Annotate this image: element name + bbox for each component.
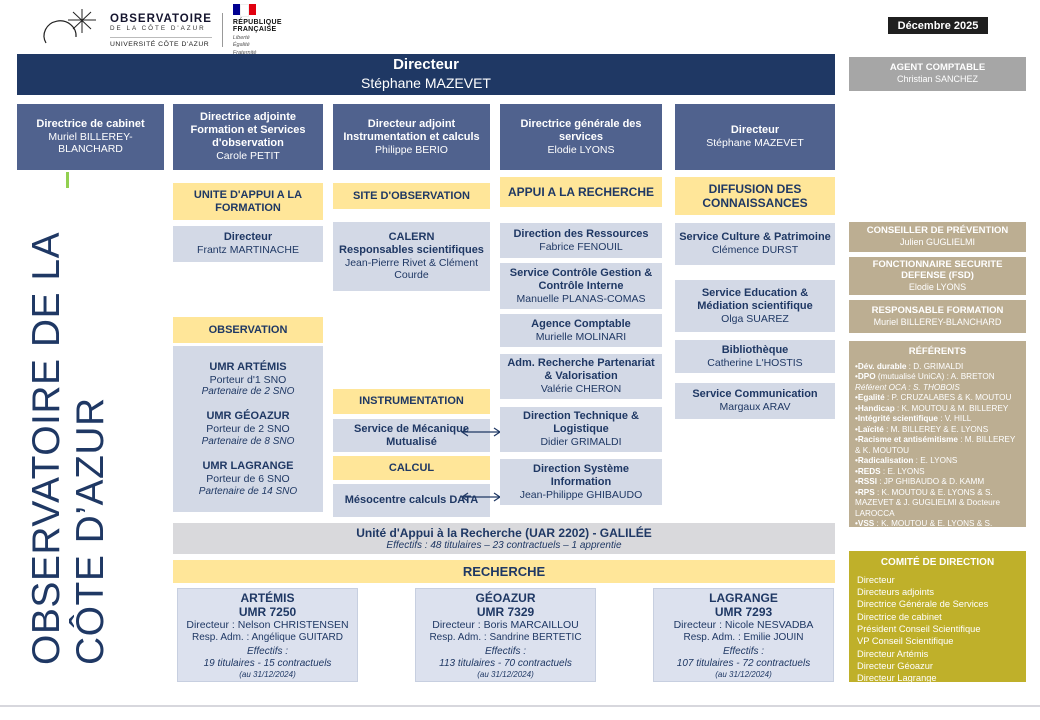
lab-effectifs: 107 titulaires - 72 contractuels [676,657,811,669]
comite-member: Directeur Lagrange [857,673,937,684]
vertical-title-line2: CÔTE D’AZUR [68,397,112,665]
observation-umr-box [173,346,323,512]
referent-item: •Egalité : P. CRUZALABES & K. MOUTOU [855,393,1012,403]
lab-box-lagrange [653,588,834,682]
service-box-bibliotheque [675,340,835,373]
referent-item: •REDS : E. LYONS [855,466,925,476]
calern-box [333,222,490,291]
comite-member: Directrice Générale de Services [857,599,989,610]
double-arrow-icon [458,491,504,503]
umr-porteur: Porteur d'1 SNO [209,373,287,386]
service-name: Margaux ARAV [719,401,791,414]
section-header-site-observation: SITE D'OBSERVATION [333,183,490,209]
section-header-instrumentation: INSTRUMENTATION [333,389,490,414]
service-box-agence-comptable [500,314,662,347]
lab-effectifs-date: (au 31/12/2024) [239,669,296,679]
deputy-title: Directrice générale des services [520,117,642,143]
comite-member: Directeur Géoazur [857,661,933,672]
sidebar-name: Muriel BILLEREY-BLANCHARD [873,316,1002,327]
referent-item: •Racisme et antisémitisme : M. BILLEREY & K. MOUTOU [855,435,1016,455]
fsd-box [849,257,1026,295]
formation-director-box [173,226,323,262]
deputy-title: Directeur [730,124,780,137]
referent-item: •RPS : K. MOUTOU & E. LYONS & S. MAZEVET & J. GUGLIELMI & Docteure LAROCCA [855,487,1000,518]
service-title: Service Communication [692,388,818,401]
service-title: Agence Comptable [531,317,631,330]
service-box-direction-technique [500,407,662,452]
calern-name: CALERN [388,231,435,244]
lab-effectifs: 113 titulaires - 70 contractuels [439,657,572,669]
service-name: Valérie CHERON [540,383,622,396]
deputy-title: Directrice adjointe Formation et Services d'observation [190,111,306,150]
deputy-box-formation [173,104,323,170]
umr-partenaire: Partenaire de 14 SNO [198,485,298,497]
deputy-title: Directeur adjoint Instrumentation et calculs [343,117,480,143]
service-title: Direction Système Information [533,462,629,488]
lab-effectifs-label: Effectifs : [722,645,765,657]
comite-title: COMITÉ DE DIRECTION [880,557,995,568]
comite-member: Directeurs adjoints [857,586,934,597]
section-header-calcul: CALCUL [333,456,490,480]
lab-umr: UMR 7293 [714,605,773,620]
calern-people: Jean-Pierre Rivet & Clément Courde [344,257,479,282]
lab-box-artemis [177,588,358,682]
deputy-name: Carole PETIT [216,150,280,163]
section-header-unite-appui-formation: UNITE D'APPUI A LA FORMATION [173,183,323,220]
conseiller-prevention-box [849,222,1026,252]
lab-directeur: Directeur : Nelson CHRISTENSEN [186,619,349,632]
sidebar-name: Julien GUGLIELMI [899,237,976,248]
deputy-name: Elodie LYONS [547,143,615,156]
lab-box-geoazur [415,588,596,682]
referents-box [849,341,1026,539]
galilee-title: Unité d'Appui à la Recherche (UAR 2202) - GALILÉE [356,525,652,540]
deputy-box-instrumentation [333,104,490,170]
calern-subtitle: Responsables scientifiques [339,244,484,257]
service-box-direction-si [500,459,662,505]
service-box-direction-ressources [500,223,662,258]
lab-effectifs-label: Effectifs : [484,645,527,657]
service-mecanique-box: Service de Mécanique Mutualisé [333,419,490,452]
vertical-title-line1: OBSERVATOIRE DE LA [25,231,68,665]
service-box-communication [675,383,835,419]
sidebar-title: FONCTIONNAIRE SECURITE DEFENSE (FSD) [872,258,1003,282]
responsable-formation-box [849,300,1026,333]
service-box-controle-gestion [500,263,662,309]
section-header-observation: OBSERVATION [173,317,323,343]
rf-motto2: Égalité [232,42,250,49]
logo-divider [222,13,223,47]
lab-name: LAGRANGE [709,591,778,605]
page-bottom-rule [0,705,1040,707]
deputy-title: Directrice de cabinet [36,118,145,131]
service-box-adm-recherche [500,354,662,399]
section-header-appui-recherche: APPUI A LA RECHERCHE [500,177,662,207]
service-name: Olga SUAREZ [721,312,789,325]
referent-item: Référent OCA : S. THOBOIS [855,382,960,392]
umr-entry [199,460,297,497]
french-flag-icon [233,4,256,17]
logo-org-sub: DE LA CÔTE D'AZUR [110,24,206,32]
box-title: Directeur [223,231,273,244]
service-title: Service Contrôle Gestion & Contrôle Interne [509,266,653,292]
comite-member: Directeur Artémis [857,648,929,659]
umr-name: UMR LAGRANGE [202,460,294,473]
comite-direction-box [849,551,1026,696]
galilee-box [173,523,835,554]
logo-org-name: OBSERVATOIRE [110,12,212,25]
sidebar-title: RESPONSABLE FORMATION [871,304,1004,316]
referent-item: •Dév. durable : D. GRIMALDI [855,361,964,371]
oca-logo [38,4,282,57]
service-name: Clémence DURST [711,244,799,257]
lab-effectifs-date: (au 31/12/2024) [477,669,534,679]
lab-resp-adm: Resp. Adm. : Sandrine BERTETIC [429,631,582,643]
deputy-name: Stéphane MAZEVET [706,137,804,150]
director-title: Directeur [393,56,459,74]
referent-item: •RSSI : JP GHIBAUDO & D. KAMM [855,477,985,487]
service-name: Catherine L'HOSTIS [707,356,803,369]
referent-item: •Radicalisation : E. LYONS [855,456,958,466]
umr-partenaire: Partenaire de 8 SNO [201,435,295,447]
service-box-education-mediation [675,280,835,332]
umr-entry [202,410,295,447]
section-header-diffusion: DIFFUSION DES CONNAISSANCES [675,177,835,215]
box-name: Frantz MARTINACHE [197,244,299,257]
deputy-box-cabinet [17,104,164,170]
lab-resp-adm: Resp. Adm. : Angélique GUITARD [192,631,343,643]
green-connector-line [66,172,69,188]
service-name: Jean-Philippe GHIBAUDO [519,488,643,501]
umr-entry [202,361,295,398]
galilee-effectifs: Effectifs : 48 titulaires – 23 contractuels – 1 apprentie [386,539,622,551]
director-name: Stéphane MAZEVET [361,75,491,92]
umr-name: UMR GÉOAZUR [206,410,290,423]
umr-name: UMR ARTÉMIS [209,360,287,373]
lab-directeur: Directeur : Nicole NESVADBA [673,619,814,632]
umr-porteur: Porteur de 2 SNO [206,423,290,436]
rf-line1: RÉPUBLIQUE [232,19,282,26]
service-title: Adm. Recherche Partenariat & Valorisation [507,357,655,383]
lab-name: GÉOAZUR [475,591,536,605]
agent-comptable-name: Christian SANCHEZ [896,74,979,85]
director-bar [17,54,835,95]
service-title: Direction des Ressources [513,227,649,240]
lab-effectifs: 19 titulaires - 15 contractuels [203,657,332,669]
comite-member: Directeur Unité Appui Formation [857,685,990,696]
service-name: Fabrice FENOUIL [539,240,623,253]
comite-member: Directeur [857,574,895,585]
umr-partenaire: Partenaire de 2 SNO [201,385,295,397]
deputy-box-directeur [675,104,835,170]
service-title: Service Culture & Patrimoine [679,231,831,244]
deputy-name: Muriel BILLEREY-BLANCHARD [48,131,133,156]
comite-member: VP Conseil Scientifique [857,636,954,647]
oca-star-logo-icon [38,7,100,53]
date-badge: Décembre 2025 [888,17,988,34]
lab-effectifs-label: Effectifs : [246,645,289,657]
lab-effectifs-date: (au 31/12/2024) [715,669,772,679]
republique-francaise-logo [233,4,282,57]
lab-directeur: Directeur : Boris MARCAILLOU [432,619,579,632]
service-title: Bibliothèque [721,343,789,356]
service-box-culture-patrimoine [675,223,835,265]
oca-logo-text [110,13,212,48]
referents-title: RÉFÉRENTS [908,346,967,357]
service-name: Murielle MOLINARI [535,330,627,343]
referent-item: •VSS : K. MOUTOU & E. LYONS & S. MAZEVET [855,519,993,539]
mesocentre-box: Mésocentre calculs DATA [333,484,490,517]
agent-comptable-box [849,57,1026,91]
lab-name: ARTÉMIS [240,591,295,605]
service-title: Service Education & Médiation scientifique [697,286,813,312]
rf-motto1: Liberté [232,34,250,41]
agent-comptable-title: AGENT COMPTABLE [889,62,986,74]
referent-item: •DPO (mutualisé UniCA) : A. BRETON [855,372,995,382]
lab-umr: UMR 7329 [476,605,535,620]
sidebar-name: Elodie LYONS [908,282,967,293]
service-name: Didier GRIMALDI [540,436,622,449]
lab-resp-adm: Resp. Adm. : Emilie JOUIN [683,631,804,643]
lab-umr: UMR 7250 [238,605,297,620]
section-header-recherche: RECHERCHE [173,560,835,583]
service-name: Manuelle PLANAS-COMAS [516,292,646,305]
comite-member: Président Conseil Scientifique [857,623,981,634]
umr-porteur: Porteur de 6 SNO [206,473,290,486]
logo-university: UNIVERSITÉ CÔTE D'AZUR [110,37,212,48]
rf-line2: FRANÇAISE [232,26,277,34]
deputy-name: Philippe BERIO [375,143,448,156]
service-title: Direction Technique & Logistique [523,410,639,436]
referent-item: •Handicap : K. MOUTOU & M. BILLEREY [855,403,1009,413]
vertical-page-title [25,195,115,665]
comite-member: Directrice de cabinet [857,611,942,622]
double-arrow-icon [458,426,504,438]
referent-item: •Intégrité scientifique : V. HILL [855,414,972,424]
referent-item: •Laïcité : M. BILLEREY & E. LYONS [855,424,989,434]
sidebar-title: CONSEILLER DE PRÉVENTION [866,225,1009,237]
deputy-box-dgs [500,104,662,170]
